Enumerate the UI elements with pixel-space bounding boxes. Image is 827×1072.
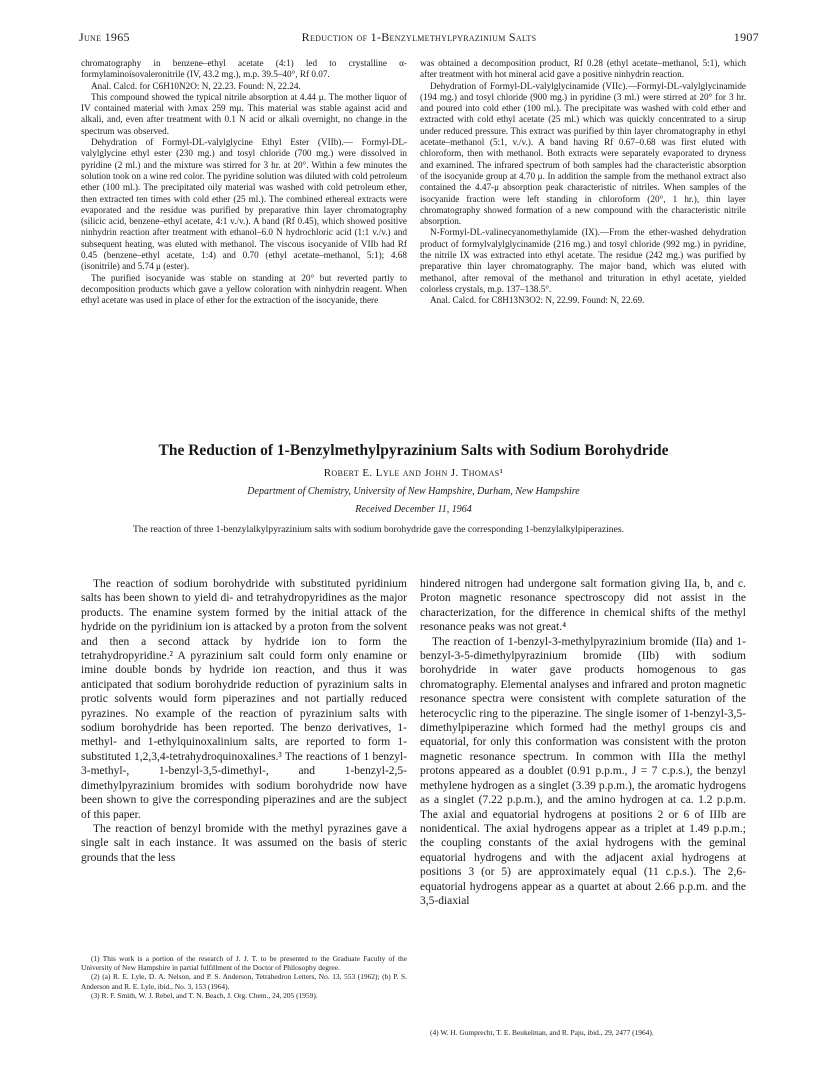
header-page-number: 1907 xyxy=(733,30,759,44)
paragraph: Dehydration of Formyl-DL-valylglycinamide (VIIc).—Formyl-DL-valylglycinamide (194 mg.) and tosyl chloride (900 mg.) in pyridine (3 ml.) were stirred at 20° for 3 hr. and poured into cold ether (100 ml.). The precipitate was washed with cold ether and extracted with cold ethyl acetate (25 ml.) which was quickly concentrated to a sirup under reduced pressure. This extract was purified by thin layer chromatography in ethyl acetate–methanol (5:1, v./v.). A band having Rf 0.67–0.68 was first eluted with chloroform, then with methanol. Both extracts were separately evaporated to dryness and examined. The infrared spectrum of both samples had the characteristic absorption of the isocyanide group at 4.70 μ. In addition the sample from the methanol extract also contained the 4.47-μ absorption peak characteristic of nitriles. When samples of the isocyanide fraction were left standing in chloroform (20°, 1 hr.), thin layer chromatography showed formation of a new compound with the characteristic nitrile absorption. xyxy=(420,80,746,227)
article-title: The Reduction of 1-Benzylmethylpyrazinium Salts with Sodium Borohydride xyxy=(158,442,669,459)
footnote: (1) This work is a portion of the research of J. J. T. to be presented to the Graduate Faculty of the University of New Hampshire in partial fulfillment of the Doctor of Philosophy degree. xyxy=(81,954,407,973)
footnote: (2) (a) R. E. Lyle, D. A. Nelson, and P. S. Anderson, Tetrahedron Letters, No. 13, 553 (1962); (b) P. S. Anderson and R. E. Lyle, ibid., No. 3, 153 (1964). xyxy=(81,972,407,991)
paragraph: This compound showed the typical nitrile absorption at 4.44 μ. The mother liquor of IV contained material with λmax 259 mμ. This material was stable against acid and alkali, and, even after treatment with 0.1 N acid or alkali overnight, no change in the spectrum was observed. xyxy=(81,91,407,136)
header-running-title: Reduction of 1-Benzylmethylpyrazinium Salts xyxy=(301,30,537,44)
paragraph: The reaction of benzyl bromide with the methyl pyrazines gave a single salt in each instance. It was assumed on the basis of steric grounds that the less xyxy=(81,822,407,864)
previous-article-left-column xyxy=(81,58,407,307)
paragraph: N-Formyl-DL-valinecyanomethylamide (IX).—From the ether-washed dehydration product of formylvalylglycinamide (216 mg.) and tosyl chloride (992 mg.) in pyridine, the nitrile IX was extracted into ethyl acetate. The residue (242 mg.) was purified by preparative thin layer chromatography. The major band, which was eluted with methanol, after removal of the methanol and trituration in ethyl acetate, yielded colorless crystals, m.p. 137–138.5°. xyxy=(420,227,746,294)
article-abstract: The reaction of three 1-benzylalkylpyrazinium salts with sodium borohydride gave the corresponding 1-benzylalkylpiperazines. xyxy=(133,524,624,535)
paragraph: Anal. Calcd. for C8H13N3O2: N, 22.99. Found: N, 22.69. xyxy=(430,295,645,306)
footnote: (3) R. F. Smith, W. J. Rebel, and T. N. Beach, J. Org. Chem., 24, 205 (1959). xyxy=(91,990,318,1000)
paragraph: hindered nitrogen had undergone salt formation giving IIa, b, and c. Proton magnetic resonance spectroscopy did not assist in the characterization, for the difference in chemical shifts of the methyl resonance peaks was not great.⁴ xyxy=(420,578,746,634)
article-affiliation: Department of Chemistry, University of New Hampshire, Durham, New Hampshire xyxy=(247,486,580,497)
paragraph: The reaction of sodium borohydride with substituted pyridinium salts has been shown to yield di- and tetrahydropyridines as the major products. The enamine system formed by the initial attack of the hydride on the pyridinium ion is attacked by a proton from the solvent and then a second attack by hydride ion to form the tetrahydropyridine.² A pyrazinium salt could form only enamine or imine double bonds by hydride ion reaction, and thus it was anticipated that sodium borohydride reduction of pyrazinium salts in protic solvents would form piperazines and not partially reduced pyrazines. No example of the reaction of pyrazinium salts with sodium borohydride has been reported. The benzo derivatives, 1-methyl- and 1-ethylquinoxalinium salts, are reported to form 1-substituted 1,2,3,4-tetrahydroquinoxalines.³ The reactions of 1 benzyl-3-methyl-, 1-benzyl-3,5-dimethyl-, and 1-benzyl-2,5-dimethylpyrazinium bromides with sodium borohydride now have been shown to give the corresponding piperazines and are the subject of this paper. xyxy=(81,578,407,821)
footnotes-left xyxy=(81,954,407,1000)
article-authors: Robert E. Lyle and John J. Thomas¹ xyxy=(323,467,504,479)
article-heading xyxy=(60,442,767,515)
paragraph: The reaction of 1-benzyl-3-methylpyrazinium bromide (IIa) and 1-benzyl-3-5-dimethylpyrazinium bromide (IIb) with sodium borohydride in water gave products homogenous to gas chromatography. Elemental analyses and infrared and proton magnetic resonance spectra were consistent with complete saturation of the heterocyclic ring to the piperazine. The single isomer of 1-benzyl-3,5-dimethylpiperazine which formed had the methyl groups cis and equatorial, for only this conformation was consistent with the proton magnetic resonance spectrum. In common with IIIa the methyl protons appeared as a doublet (0.91 p.p.m., J = 7 c.p.s.), the benzyl methylene hydrogen as a singlet (3.39 p.p.m.), the aromatic hydrogens as a singlet (7.22 p.p.m.), and the amino hydrogen at ca. 1.2 p.p.m. The axial and equatorial hydrogens at positions 2 or 6 of IIIb are nonidentical. The axial hydrogens appear as a triplet at 1.49 p.p.m.; the coupling constants of the axial hydrogens with the geminal equatorial hydrogens and with the adjacent axial hydrogens at positions 3 (or 5) are approximately equal (11 c.p.s.). The 2,6-equatorial hydrogens appear as a quartet at about 2.66 p.p.m. and the 3,5-diaxial xyxy=(420,635,746,907)
previous-article-right-column xyxy=(420,58,746,307)
paragraph: Dehydration of Formyl-DL-valylglycine Ethyl Ester (VIIb).— Formyl-DL-valylglycine ethyl ester (230 mg.) and tosyl chloride (700 mg.) were dissolved in pyridine (2 ml.) and the mixture was stirred for 3 hr. at 20°. Within a few minutes the solution took on a wine red color. The pyridine solution was diluted with cold petroleum ether (100 ml.). The precipitated oily material was washed with cold petroleum ether, then extracted ten times with cold ether (25 ml.). The combined ethereal extracts were evaporated and the residue was purified by preparative thin layer chromatography (silicic acid, benzene–ethyl acetate, 4:1 v./v.). A band (Rf 0.45), which showed positive ninhydrin reaction after treatment with ethanol–6.0 N hydrochloric acid (1:1 v./v.) and subsequent heating, was eluted with methanol. The viscous isocyanide of VIIb had Rf 0.45 (benzene–ethyl acetate, 1:4) and 0.70 (ethyl acetate–methanol, 5:1); 4.68 (isonitrile) and 5.74 μ (ester). xyxy=(81,137,407,272)
article-body-left-column xyxy=(81,577,407,865)
footnotes-right xyxy=(420,1028,746,1037)
footnote: (4) W. H. Gumprecht, T. E. Beukelman, and R. Paju, ibid., 29, 2477 (1964). xyxy=(430,1028,654,1037)
paragraph: The purified isocyanide was stable on standing at 20° but reverted partly to decomposition products which gave a yellow coloration with ninhydrin reagent. When ethyl acetate was used in place of ether for the extraction of the isocyanide, there xyxy=(81,272,407,306)
received-date: Received December 11, 1964 xyxy=(355,504,472,515)
paragraph: chromatography in benzene–ethyl acetate (4:1) led to crystalline α-formylaminoisovaleronitrile (IV, 43.2 mg.), m.p. 39.5–40°, Rf 0.07. xyxy=(81,58,407,80)
header-date: June 1965 xyxy=(79,30,130,44)
paragraph: was obtained a decomposition product, Rf 0.28 (ethyl acetate–methanol, 5:1), which after treatment with hot mineral acid gave a positive ninhydrin reaction. xyxy=(420,58,746,80)
paragraph: Anal. Calcd. for C6H10N2O: N, 22.23. Found: N, 22.24. xyxy=(91,80,301,91)
article-body-right-column xyxy=(420,577,746,908)
running-header xyxy=(79,30,759,46)
